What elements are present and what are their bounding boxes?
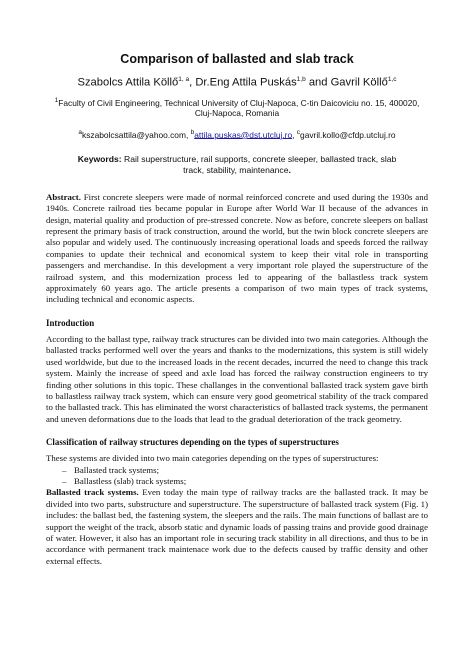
abstract-label: Abstract. (46, 191, 81, 202)
email-line: $^a$kszabolcsattila@yahoo.com, $^b$attila.puskas@dst.utcluj.ro, $^c$gavril.kollo@cfdp.utcluj.ro (78, 128, 396, 140)
ballasted-paragraph (46, 487, 428, 567)
introduction-heading: Introduction (46, 317, 95, 328)
author-separator: , (189, 76, 196, 89)
author-affiliation-mark: 1,c (387, 76, 397, 83)
affiliation-mark: 1 (54, 96, 59, 104)
ballasted-text: Even today the main type of railway tracks are the ballasted track. It may be divided into two parts, substructure and superstructure. The superstructure of ballasted track system (Fig. 1) includes: the ballast bed, the fastening system, the sleepers and the rails. The main functions of ballast are to support the weight of the track, absorb static and dynamic loads of passing trains and provide good drainage of water. However, it also has an important role in securing track stability in all directions, and thus to be in accordance with permanent track maintenace work due to the defects caused by traffic density and other external effects. (46, 487, 429, 566)
author-list (46, 73, 428, 90)
affiliation-text: Faculty of Civil Engineering, Technical University of Cluj-Napoca, C-tin Daicoviciu no. 15, 400020, Cluj-Napoca, Romania (58, 97, 420, 119)
abstract-text: First concrete sleepers were made of normal reinforced concrete and used during the 1930s and 1940s. Concrete railroad ties became popular in Europe after World War II because of the advances in design, material quality and production of pre-stressed concrete. Now as before, concrete sleepers on ballast represent the primary basis of track construction, around the world, but the twin block concrete sleepers are also popular and widely used. The continuously increasing operational loads and speeds forced the railway companies to update their technical and economical system to keep their vital role in transporting passengers and merchandise. In this development a very important role played the superstructure of the railroad system, and this modernization process led to appearing of the ballastless track system approximately 60 years ago. The article presents a comparison of two main types of track systems, including technical and economic aspects. (46, 191, 429, 305)
author-name: Gavril Köllő (330, 76, 388, 89)
email-mark: b (190, 128, 195, 136)
email-link[interactable]: attila.puskas@dst.utcluj.ro (194, 129, 293, 140)
classification-heading: Classification of railway structures depending on the types of superstructures (46, 437, 339, 448)
paper-title: Comparison of ballasted and slab track (120, 52, 354, 66)
keywords: Keywords: Rail superstructure, rail supports, concrete sleeper, ballasted track, slab track, stability, maintenance. (77, 153, 397, 175)
list-item: – Ballasted track systems; (62, 465, 428, 476)
author-affiliation-mark: 1,b (296, 76, 306, 83)
author-affiliation-mark: 1, a (178, 76, 190, 83)
ballasted-label: Ballasted track systems. (46, 487, 139, 498)
email-mark: c (296, 128, 301, 136)
email-address: kszabolcsattila@yahoo.com (82, 129, 186, 140)
abstract (46, 192, 428, 306)
classification-intro: These systems are divided into two main categories depending on the types of superstructures: (46, 453, 379, 464)
classification-list (46, 465, 428, 488)
introduction-paragraph: According to the ballast type, railway track structures can be divided into two main categories. Although the ballasted tracks performed well over the years and thanks to the modernizations, this system is still widely used worldwide, but due to the increased loads in the recent decades, incurred the need to change this track system. Mainly the increase of speed and axle load has forced the railway construction engineers to try finding other solutions in this topic. These challanges in the conventional ballasted track system gave birth to ballastless railway track system, which can ensure very good geometrical stability of the track compared to the ballasted track. This has eliminated the worst characteristics of ballasted track systems, the permanent and uneven deformations due to the loads that lead to the gradual deterioration of the track geometry. (46, 333, 428, 424)
keywords-label: Keywords: (77, 153, 122, 164)
affiliation (46, 96, 428, 119)
email-mark: a (78, 128, 83, 136)
author-name: Szabolcs Attila Köllő (77, 76, 179, 89)
author-separator: and (305, 76, 331, 89)
author-name: Dr.Eng Attila Puskás (195, 76, 297, 89)
email-address: gavril.kollo@cfdp.utcluj.ro (300, 129, 396, 140)
keywords-text: Rail superstructure, rail supports, concrete sleeper, ballasted track, slab track, stability, maintenance (124, 153, 397, 175)
list-item: – Ballastless (slab) track systems; (62, 476, 428, 487)
